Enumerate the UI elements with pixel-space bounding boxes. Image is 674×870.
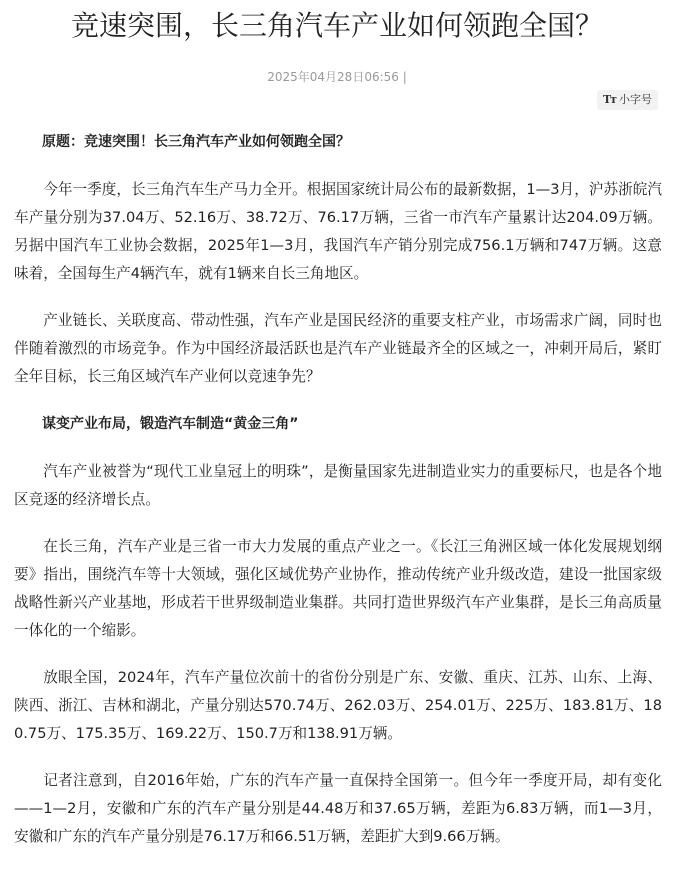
- paragraph: 记者注意到，自2016年始，广东的汽车产量一直保持全国第一。但今年一季度开局，却有变化——1—2月，安徽和广东的汽车产量分别是44.48万和37.65万辆，差距为6.83万辆，而1—3月，安徽和广东的汽车产量分别是76.17万和66.51万辆，差距扩大到9.66万辆。: [14, 772, 662, 845]
- text-size-icon: Tт: [602, 93, 616, 106]
- section-heading: 谋变产业布局，锻造汽车制造“黄金三角”: [42, 416, 299, 432]
- paragraph: 产业链长、关联度高、带动性强，汽车产业是国民经济的重要支柱产业，市场需求广阔，同时也伴随着激烈的市场竞争。作为中国经济最活跃也是汽车产业链最齐全的区域之一，冲刺开局后，紧盯全年目标，长三角区域汽车产业何以竞速争先？: [14, 312, 662, 385]
- paragraph: 汽车产业被誉为“现代工业皇冠上的明珠”，是衡量国家先进制造业实力的重要标尺，也是各个地区竞逐的经济增长点。: [14, 463, 662, 508]
- font-size-toggle-button[interactable]: [597, 90, 658, 110]
- paragraph: 放眼全国，2024年，汽车产量位次前十的省份分别是广东、安徽、重庆、江苏、山东、上海、陕西、浙江、吉林和湖北，产量分别达570.74万、262.03万、254.01万、225万、183.81万、180.75万、175.35万、169.22万、150.7万和138.91万辆。: [14, 669, 662, 742]
- paragraph: 今年一季度，长三角汽车生产马力全开。根据国家统计局公布的最新数据，1—3月，沪苏浙皖汽车产量分别为37.04万、52.16万、38.72万、76.17万辆，三省一市汽车产量累计达204.09万辆。另据中国汽车工业协会数据，2025年1—3月，我国汽车产销分别完成756.1万辆和747万辆。这意味着，全国每生产4辆汽车，就有1辆来自长三角地区。: [14, 181, 662, 282]
- publish-date: 2025年04月28日06:56 |: [267, 70, 407, 84]
- original-title-line: 原题：竞速突围！长三角汽车产业如何领跑全国？: [42, 134, 350, 150]
- article-title: 竞速突围，长三角汽车产业如何领跑全国？: [70, 9, 603, 42]
- paragraph: 在长三角，汽车产业是三省一市大力发展的重点产业之一。《长江三角洲区域一体化发展规划纲要》指出，围绕汽车等十大领域，强化区域优势产业协作，推动传统产业升级改造，建设一批国家级战略性新兴产业基地，形成若干世界级制造业集群。共同打造世界级汽车产业集群，是长三角高质量一体化的一个缩影。: [14, 538, 662, 639]
- article-body: [14, 128, 662, 870]
- font-size-toggle-label: 小字号: [619, 93, 652, 106]
